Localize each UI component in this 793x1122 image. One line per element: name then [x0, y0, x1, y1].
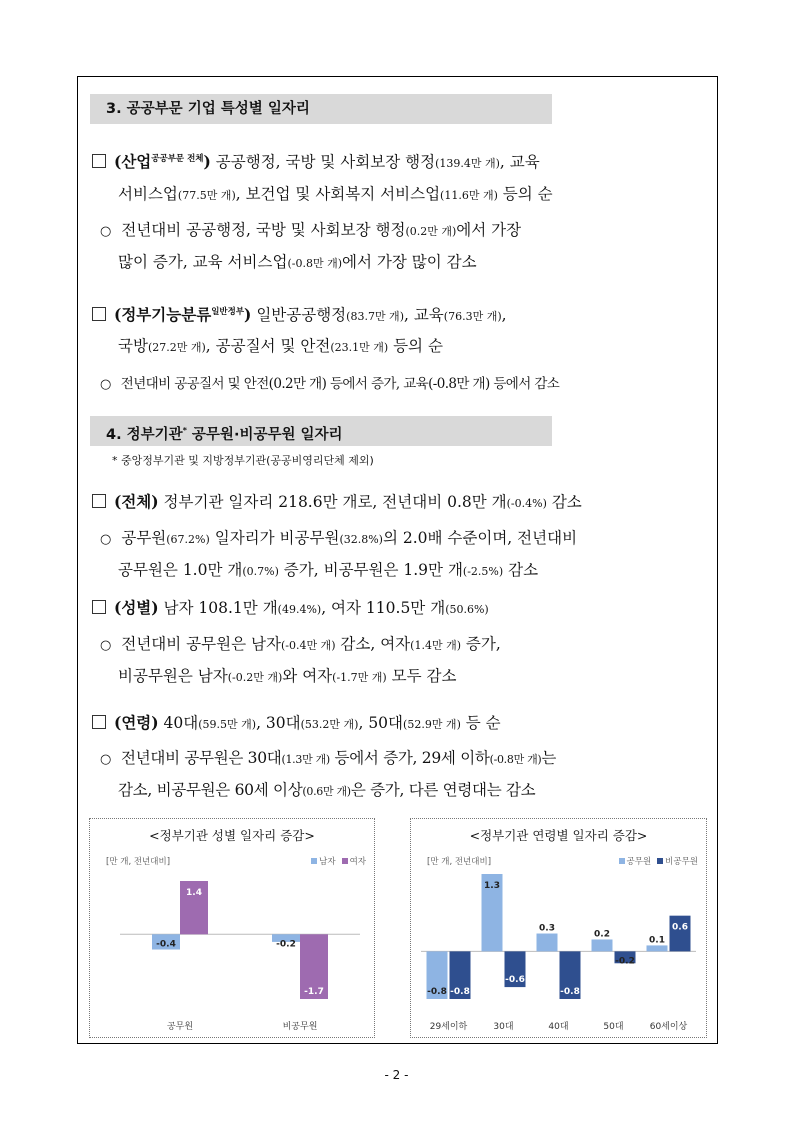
category-label: 비공무원: [282, 1022, 318, 1032]
circle-bullet-icon: ○: [100, 377, 111, 392]
age-line-1: (연령) 40대(59.5만 개), 30대(53.2만 개), 50대(52.9만 개) 등 순: [92, 711, 501, 733]
data-label: -0.8: [450, 987, 470, 997]
data-label: -0.8: [427, 987, 447, 997]
bar-비공무원-60세이상: [670, 916, 691, 952]
chart-legend: 남자 여자: [305, 855, 366, 867]
category-label: 공무원: [166, 1022, 194, 1032]
age-sub-line-2: 감소, 비공무원은 60세 이상(0.6만 개)은 증가, 다른 연령대는 감소: [118, 781, 536, 799]
total-sub-line-1: ○ 공무원(67.2%) 일자리가 비공무원(32.8%)의 2.0배 수준이며, 전년대비: [100, 529, 578, 547]
chart-title: <정부기관 연령별 일자리 증감>: [469, 828, 648, 843]
sex-sub-line-1: ○ 전년대비 공무원은 남자(-0.4만 개) 감소, 여자(1.4만 개) 증가,: [100, 635, 501, 653]
bar-공무원-40대: [537, 934, 558, 952]
sex-change-chart: [89, 818, 375, 1038]
function-line-1: (정부기능분류$^{일반정부}$) 일반공공행정(83.7만 개), 교육(76.3만 개),: [92, 303, 507, 325]
chart-unit: [만 개, 전년대비]: [427, 857, 492, 867]
category-label: 29세이하: [429, 1022, 468, 1032]
industry-sub-line-1: ○ 전년대비 공공행정, 국방 및 사회보장 행정(0.2만 개)에서 가장: [100, 221, 522, 239]
page-number: - 2 -: [384, 1068, 409, 1082]
category-label: 30대: [493, 1022, 514, 1032]
circle-bullet-icon: ○: [100, 224, 112, 239]
data-label: 0.6: [672, 922, 688, 933]
chart-unit: [만 개, 전년대비]: [106, 857, 171, 867]
square-bullet-icon: [92, 715, 106, 729]
bar-공무원-50대: [592, 939, 613, 951]
industry-line-1: (산업$^{공공부문 전체}$) 공공행정, 국방 및 사회보장 행정(139.4만 개), 교육: [92, 150, 540, 172]
category-label: 60세이상: [649, 1022, 688, 1032]
data-label: 1.4: [186, 888, 202, 898]
chart-legend: 공무원 비공무원: [613, 855, 699, 867]
data-label: -1.7: [304, 987, 324, 997]
data-label: 0.2: [594, 929, 610, 940]
circle-bullet-icon: ○: [100, 532, 112, 547]
circle-bullet-icon: ○: [100, 638, 112, 653]
data-label: -0.6: [505, 975, 525, 986]
function-sub-line-1: ○ 전년대비 공공질서 및 안전(0.2만 개) 등에서 증가, 교육(-0.8만 개) 등에서 감소: [100, 376, 560, 392]
section-4-footnote: * 중앙정부기관 및 지방정부기관(공공비영리단체 제외): [112, 454, 374, 467]
sex-chart-plot: [90, 819, 374, 1037]
square-bullet-icon: [92, 307, 106, 321]
age-sub-line-1: ○ 전년대비 공무원은 30대(1.3만 개) 등에서 증가, 29세 이하(-0.8만 개)는: [100, 749, 557, 767]
data-label: -0.4: [156, 939, 176, 950]
section-4-heading: 4. 정부기관* 공무원·비공무원 일자리: [90, 416, 552, 446]
data-label: -0.2: [276, 939, 296, 950]
data-label: 0.3: [539, 923, 555, 934]
sex-sub-line-2: 비공무원은 남자(-0.2만 개)와 여자(-1.7만 개) 모두 감소: [118, 667, 457, 685]
category-label: 40대: [548, 1022, 569, 1032]
data-label: 1.3: [484, 881, 500, 891]
square-bullet-icon: [92, 154, 106, 168]
total-line-1: (전체) 정부기관 일자리 218.6만 개로, 전년대비 0.8만 개(-0.4%) 감소: [92, 490, 582, 512]
circle-bullet-icon: ○: [100, 752, 112, 767]
function-line-2: 국방(27.2만 개), 공공질서 및 안전(23.1만 개) 등의 순: [118, 337, 443, 355]
sex-line-1: (성별) 남자 108.1만 개(49.4%), 여자 110.5만 개(50.6%): [92, 596, 489, 618]
bar-공무원-60세이상: [647, 945, 668, 951]
category-label: 50대: [603, 1022, 624, 1032]
industry-line-2: 서비스업(77.5만 개), 보건업 및 사회복지 서비스업(11.6만 개) 등의 순: [118, 185, 553, 203]
square-bullet-icon: [92, 600, 106, 614]
chart-title: <정부기관 성별 일자리 증감>: [149, 828, 315, 843]
data-label: -0.2: [615, 956, 635, 967]
data-label: 0.1: [649, 935, 665, 946]
age-change-chart: [410, 818, 707, 1038]
section-3-heading: 3. 공공부문 기업 특성별 일자리: [90, 94, 552, 124]
industry-sub-line-2: 많이 증가, 교육 서비스업(-0.8만 개)에서 가장 많이 감소: [118, 253, 477, 271]
square-bullet-icon: [92, 494, 106, 508]
data-label: -0.8: [560, 987, 580, 997]
total-sub-line-2: 공무원은 1.0만 개(0.7%) 증가, 비공무원은 1.9만 개(-2.5%) 감소: [118, 561, 539, 579]
age-chart-plot: [411, 819, 706, 1037]
